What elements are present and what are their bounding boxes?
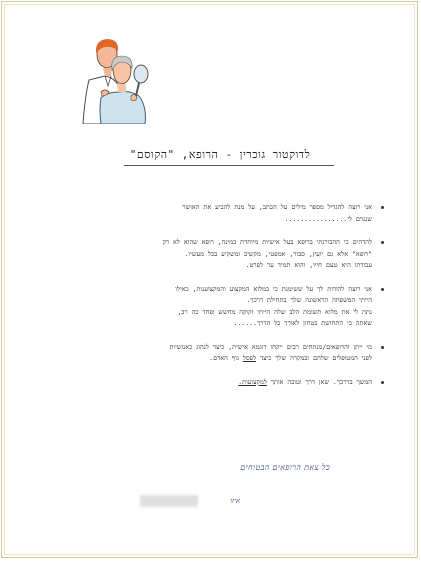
bullet-line: שאתה כי התחושת בטחון לאורך כל הדרך......	[233, 319, 372, 327]
bullet-item	[82, 377, 372, 389]
bullet-line: המשך בדרכך. שאן דרך וטובה אותך למקצועות.	[238, 377, 372, 386]
bullet-line: נתת לי את מלוא תשומת הלב שלה הייתי זקוקה מחשש ופחד כה רב,	[177, 307, 372, 316]
bullet-icon	[381, 241, 384, 244]
signature: איזו	[230, 497, 240, 505]
bullet-line: "רופא" אלא גם יועץ, סבור, אמפטי, מקשיב ומשקיע בכל מעשיו.	[184, 249, 372, 258]
bullet-line: עבודתו היא טעם חייו, והוא תמיד ער לפרט.	[245, 261, 372, 269]
bullet-icon	[381, 381, 384, 384]
bullet-icon	[381, 288, 384, 291]
underlined-word: לפסל	[242, 354, 257, 362]
signoff-line: כל צאת הרופאים הבטוחים	[240, 463, 330, 472]
bullet-list	[82, 202, 372, 388]
bullet-line: מי ייתן והרופאים/מנתחים רבים ייקחו דוגמא אישית, כיצד לנהוג כאנושיות	[169, 342, 372, 351]
bullet-line: לפני המטופלים שלהם ובמקרה שלך כיצד לפסל גוף האדם.	[209, 354, 372, 362]
bullet-line: אני רוצה להודות לך על ששימנת כי במלוא המקצוע והמקצוענות, כאילו	[175, 284, 372, 293]
document-title: לדוקטור גוכרין - הרופא, "הקוסם"	[129, 148, 311, 161]
underlined-word: למקצועות.	[238, 377, 267, 386]
bullet-line: שנגרם לי................	[284, 214, 372, 223]
bullet-item	[82, 342, 372, 365]
bullet-item	[82, 237, 372, 272]
doctor-patient-illustration	[75, 34, 155, 124]
bullet-item	[82, 202, 372, 225]
bullet-item	[82, 284, 372, 330]
bullet-line: להדהים כי ההבורנתי ברופא בעל אישיות מיוחדת במינה, רופא שהוא לא רק	[162, 238, 372, 246]
bullet-icon	[381, 206, 384, 209]
bullet-line: הייתי המשפחה הראשונה שלך בתחילת דרכך.	[246, 296, 372, 304]
title-underline	[124, 165, 334, 166]
bullet-line: אני רוצה להגדיל מספר מילים על הכתב, על מנת להביע את האושר	[182, 203, 372, 211]
bullet-icon	[381, 346, 384, 349]
